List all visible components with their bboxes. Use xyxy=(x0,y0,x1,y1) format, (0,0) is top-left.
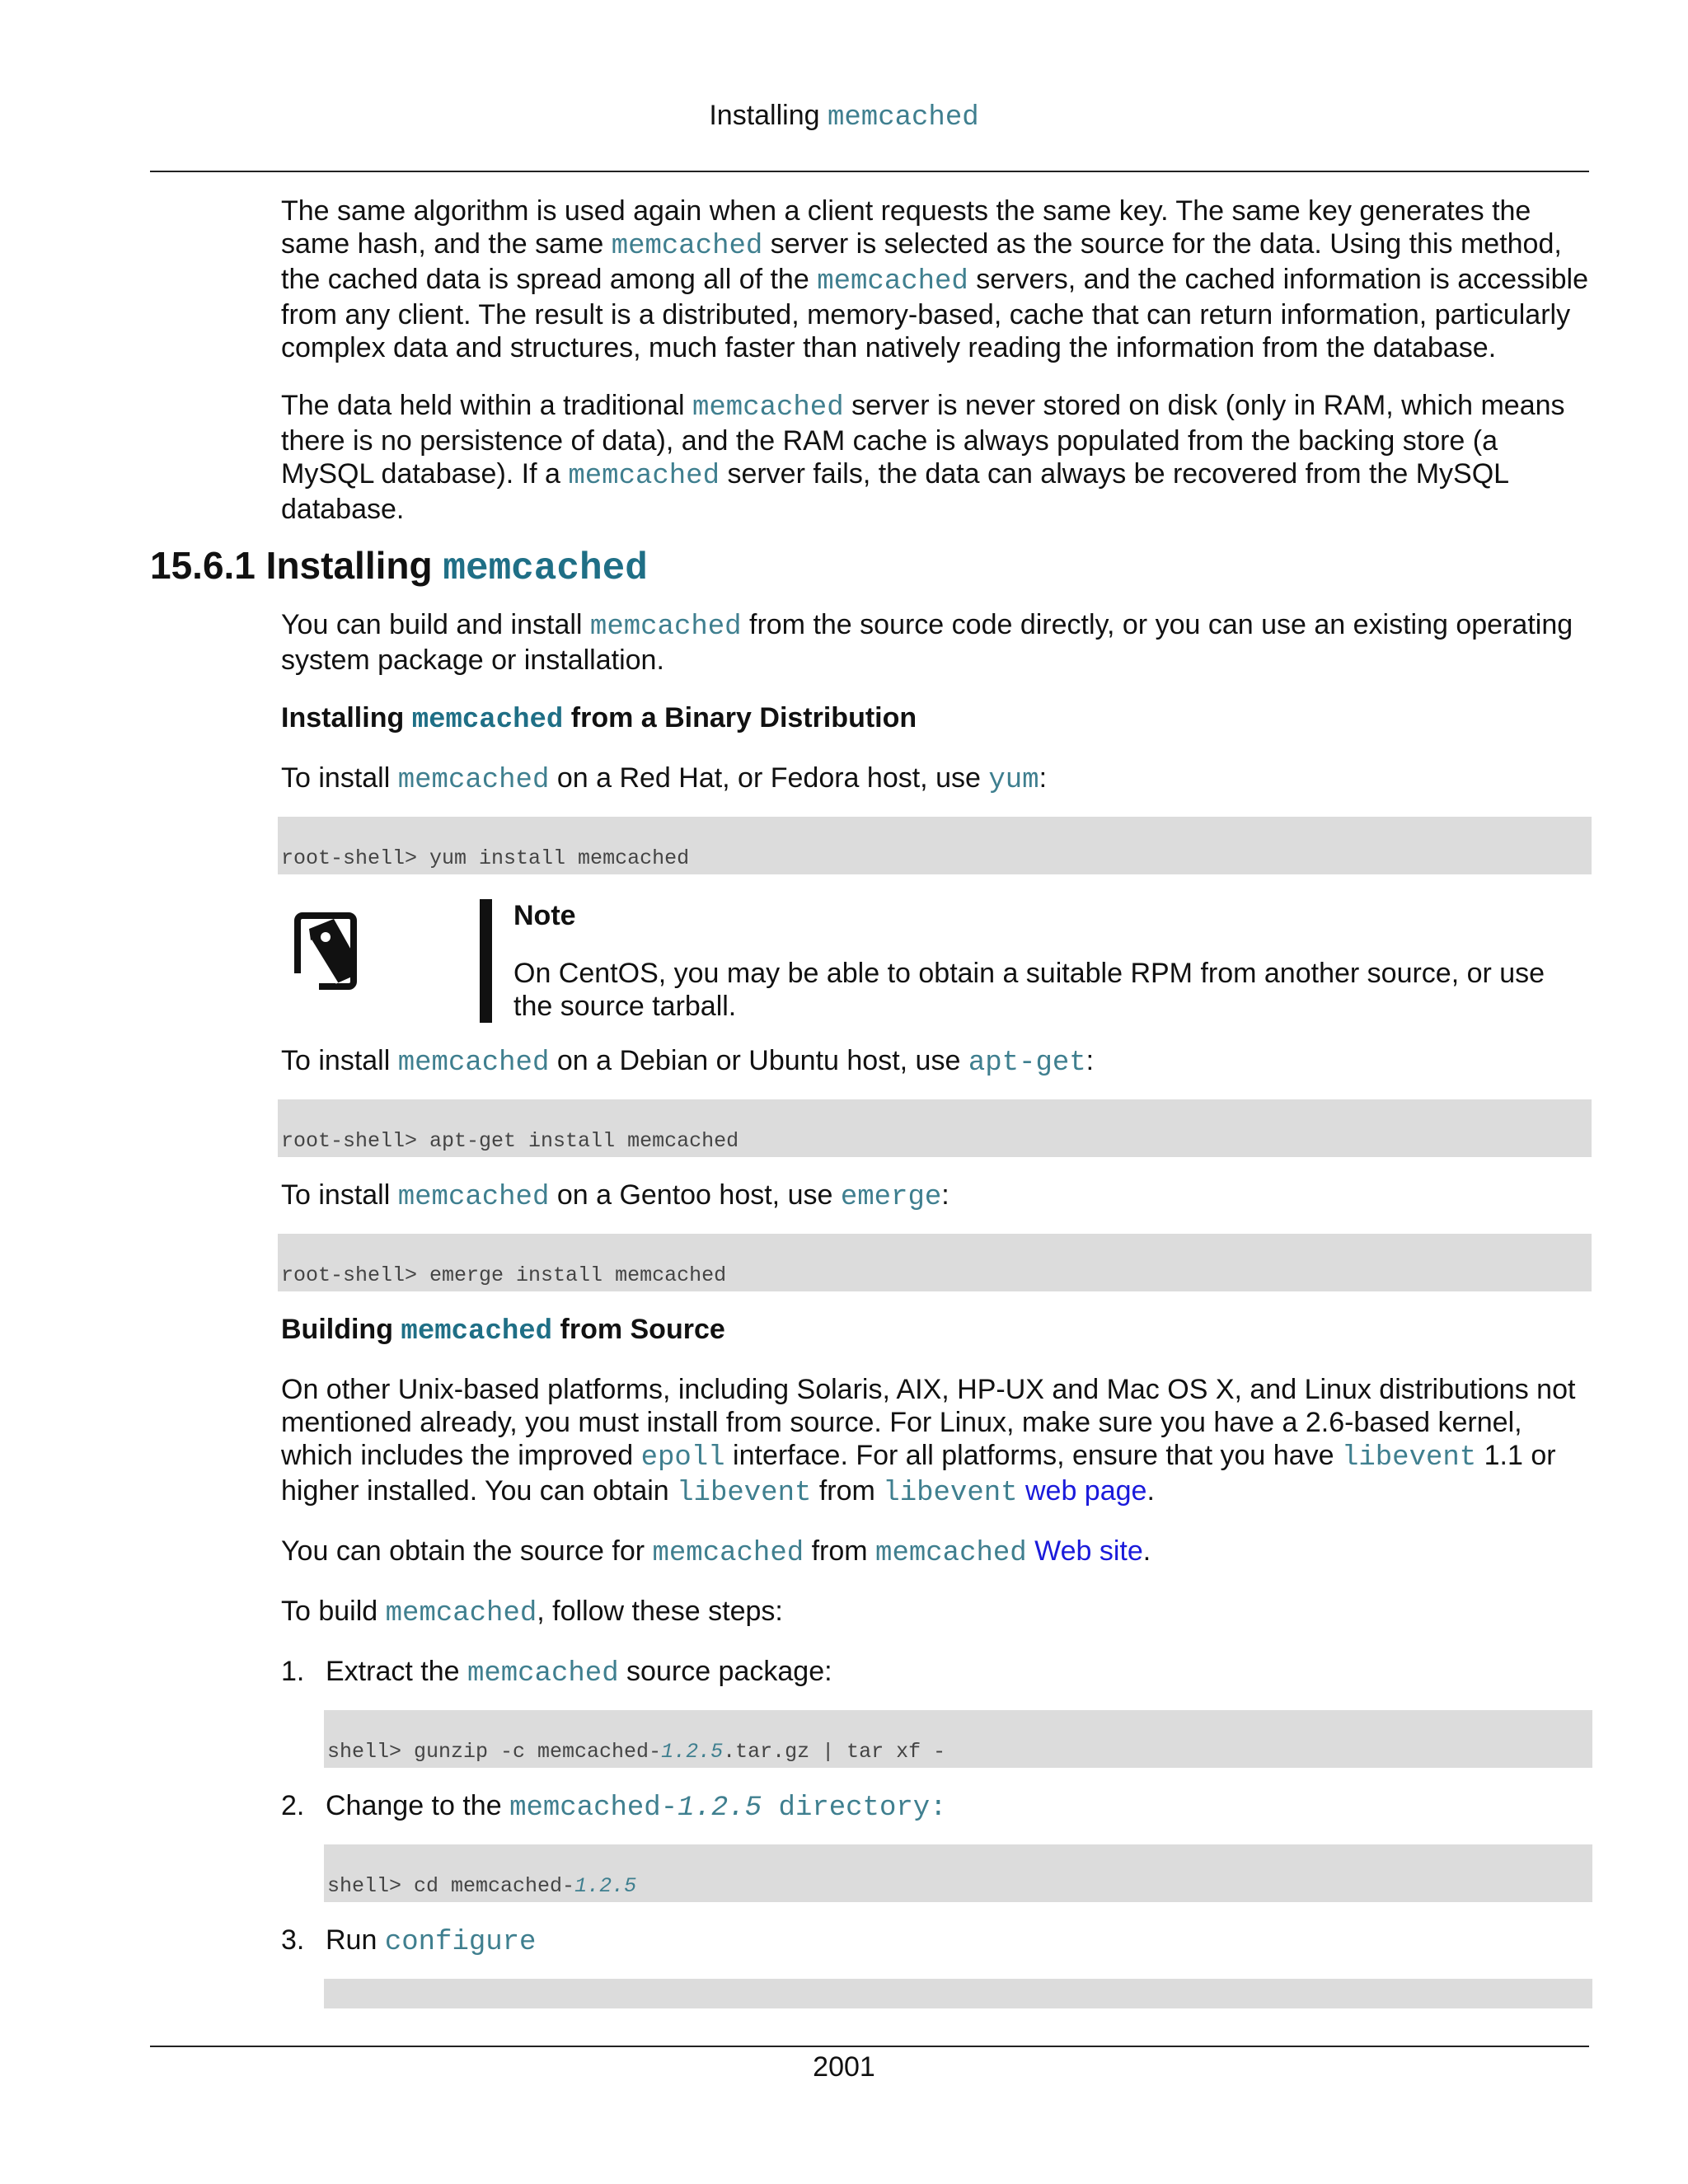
install-intro-paragraph xyxy=(281,608,1592,677)
text: from Source xyxy=(552,1314,725,1345)
list-item-number: 1. xyxy=(281,1656,305,1687)
code-text: root-shell> emerge install memcached xyxy=(281,1263,727,1287)
code-term: memcached xyxy=(611,231,763,262)
code-term: apt-get xyxy=(968,1047,1086,1079)
section-title-text: 15.6.1 Installing xyxy=(150,544,443,587)
text: from xyxy=(804,1535,876,1567)
text: from the source code directly, or you can use an existing operating system package or installation. xyxy=(281,609,1573,676)
list-item-text xyxy=(326,1789,1592,1825)
text: To install xyxy=(281,1045,398,1076)
code-term: memcached xyxy=(397,1182,550,1213)
source-paragraph-3 xyxy=(281,1595,1592,1630)
version-number: 1.2.5 xyxy=(574,1874,637,1898)
text: source package: xyxy=(618,1656,832,1687)
text: You can build and install xyxy=(281,609,590,640)
list-item xyxy=(281,1655,1592,1690)
text: on a Red Hat, or Fedora host, use xyxy=(549,762,989,794)
text: Change to the xyxy=(326,1790,510,1821)
text: : xyxy=(941,1179,950,1211)
code-term: libevent xyxy=(883,1478,1018,1509)
memcached-web-site-link[interactable]: Web site xyxy=(1034,1535,1143,1567)
footer-rule xyxy=(150,2046,1589,2047)
text: The same algorithm is used again when a client requests the same key. The same key generates the same hash, and the same xyxy=(281,195,1531,260)
code-term: memcached xyxy=(692,392,844,424)
code-text: root-shell> yum install memcached xyxy=(281,846,690,870)
list-item-text xyxy=(326,1924,1592,1959)
list-item-number: 3. xyxy=(281,1924,305,1956)
header-rule xyxy=(150,171,1589,172)
code-block-emerge xyxy=(278,1234,1592,1291)
text xyxy=(1027,1535,1034,1567)
section-title-code: memcached xyxy=(443,547,648,590)
list-item-number: 2. xyxy=(281,1790,305,1821)
code-text: root-shell> apt-get install memcached xyxy=(281,1129,739,1153)
text: , follow these steps: xyxy=(537,1596,783,1627)
code-term: memcached xyxy=(401,1316,553,1347)
intro-paragraph-1 xyxy=(281,194,1592,364)
code-term: memcached- xyxy=(509,1793,678,1824)
text: Building xyxy=(281,1314,401,1345)
code-block-gunzip xyxy=(324,1710,1592,1768)
source-paragraph-1 xyxy=(281,1373,1592,1510)
text: On other Unix-based platforms, including Solaris, AIX, HP-UX and Mac OS X, and Linux distributions not mentioned already, you must install from source. For Linux, make sure you have a 2.6-based kernel, which includes the improved xyxy=(281,1374,1576,1471)
text: You can obtain the source for xyxy=(281,1535,653,1567)
version-number: 1.2.5 xyxy=(678,1793,762,1824)
text xyxy=(1018,1475,1025,1507)
code-term: memcached xyxy=(397,1047,550,1079)
code-term: memcached xyxy=(397,765,550,796)
code-term: epoll xyxy=(640,1442,725,1474)
text: 1.1 or higher installed. You can obtain xyxy=(281,1440,1556,1507)
note-body xyxy=(513,899,1585,1023)
code-segment: shell> gunzip -c memcached- xyxy=(327,1740,662,1764)
code-term: directory: xyxy=(762,1793,947,1824)
text: interface. For all platforms, ensure that you have xyxy=(724,1440,1342,1471)
list-item xyxy=(281,1924,1592,1959)
source-paragraph-2 xyxy=(281,1535,1592,1570)
code-term: memcached xyxy=(875,1538,1027,1569)
section-heading xyxy=(150,542,1688,592)
text: from a Binary Distribution xyxy=(563,702,917,733)
note-title: Note xyxy=(513,900,576,931)
debian-paragraph xyxy=(281,1044,1592,1080)
code-term: memcached xyxy=(568,461,720,492)
code-term: memcached xyxy=(817,266,968,298)
header-title-text: Installing xyxy=(709,100,820,131)
text: The data held within a traditional xyxy=(281,390,692,421)
text: Run xyxy=(326,1924,385,1956)
text: server is never stored on disk (only in RAM, which means there is no persistence of data), and the RAM cache is always populated from the backing store (a MySQL database). If a xyxy=(281,390,1565,490)
list-item-text xyxy=(326,1655,1592,1690)
note-pencil-icon xyxy=(294,912,363,991)
text: on a Debian or Ubuntu host, use xyxy=(549,1045,968,1076)
text: To install xyxy=(281,762,398,794)
code-term: memcached xyxy=(385,1598,537,1629)
code-term: emerge xyxy=(840,1182,942,1213)
text: Installing xyxy=(281,702,412,733)
page-header xyxy=(0,97,1688,136)
text: . xyxy=(1146,1475,1155,1507)
code-term: yum xyxy=(988,765,1039,796)
version-number: 1.2.5 xyxy=(661,1740,724,1764)
header-title-code: memcached xyxy=(828,102,979,134)
code-term: memcached xyxy=(589,612,742,643)
text: : xyxy=(1039,762,1048,794)
note-box xyxy=(281,899,1592,1023)
code-term: memcached xyxy=(652,1538,804,1569)
code-term: libevent xyxy=(677,1478,812,1509)
code-term: memcached xyxy=(467,1658,619,1690)
code-segment: .tar.gz | tar xf - xyxy=(723,1740,946,1764)
libevent-web-page-link[interactable]: web page xyxy=(1025,1475,1147,1507)
text: To install xyxy=(281,1179,398,1211)
page-content xyxy=(0,191,1688,2008)
code-term: configure xyxy=(384,1927,537,1958)
text: server is selected as the source for the data. Using this method, the cached data is spread among all of the xyxy=(281,228,1562,295)
text: from xyxy=(811,1475,884,1507)
text: : xyxy=(1085,1045,1095,1076)
code-block-yum xyxy=(278,817,1592,874)
note-bar xyxy=(480,899,492,1023)
note-text: On CentOS, you may be able to obtain a suitable RPM from another source, or use the source tarball. xyxy=(513,958,1545,1022)
code-block-cd xyxy=(324,1844,1592,1902)
text: Extract the xyxy=(326,1656,467,1687)
list-item xyxy=(281,1789,1592,1825)
code-block-configure xyxy=(324,1979,1592,2008)
code-term: memcached xyxy=(411,705,564,736)
text: servers, and the cached information is accessible from any client. The result is a distributed, memory-based, cache that can return information, particularly complex data and structures, much faster than natively reading the information from the database. xyxy=(281,264,1588,363)
build-from-source-heading xyxy=(281,1313,1592,1348)
text: . xyxy=(1142,1535,1151,1567)
code-term: libevent xyxy=(1341,1442,1477,1474)
binary-distribution-heading xyxy=(281,701,1592,737)
code-segment: shell> cd memcached- xyxy=(327,1874,575,1898)
gentoo-paragraph xyxy=(281,1179,1592,1214)
code-block-apt-get xyxy=(278,1099,1592,1157)
code-text xyxy=(327,1874,636,1899)
intro-paragraph-2 xyxy=(281,389,1592,526)
code-text xyxy=(327,1740,945,1765)
page-number: 2001 xyxy=(813,2051,875,2083)
text: To build xyxy=(281,1596,386,1627)
redhat-paragraph xyxy=(281,762,1592,797)
text: on a Gentoo host, use xyxy=(549,1179,841,1211)
text: server fails, the data can always be recovered from the MySQL database. xyxy=(281,458,1508,525)
